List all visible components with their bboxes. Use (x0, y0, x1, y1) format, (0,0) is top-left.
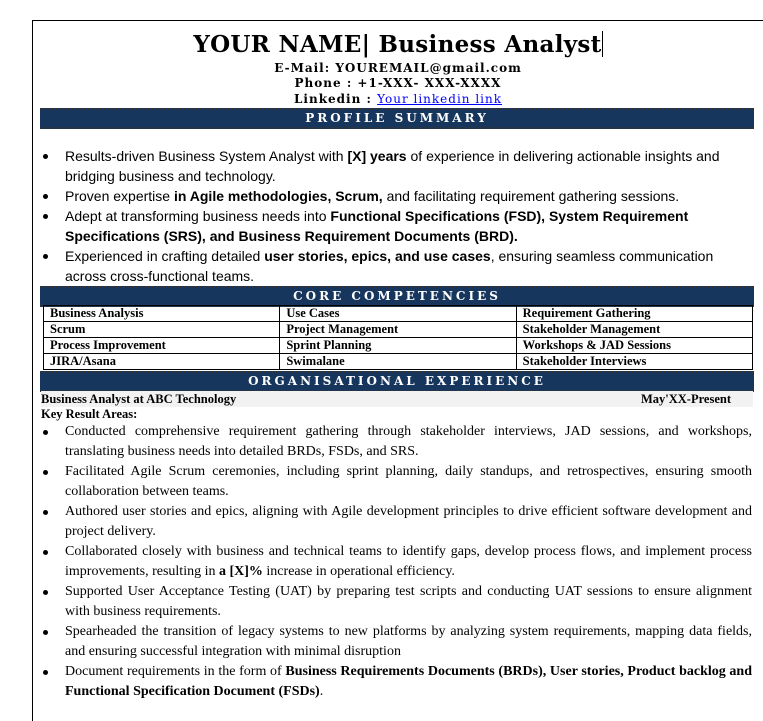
competency-cell: Project Management (280, 322, 516, 338)
table-row (44, 322, 753, 338)
competency-cell: Scrum (44, 322, 280, 338)
resume-page (32, 20, 763, 721)
competency-cell: Requirement Gathering (516, 306, 752, 322)
experience-heading: ORGANISATIONAL EXPERIENCE (40, 371, 754, 392)
text: increase in operational efficiency. (262, 564, 455, 579)
table-row (44, 354, 753, 370)
competency-cell: Workshops & JAD Sessions (516, 338, 752, 354)
table-row (44, 306, 753, 322)
text: Proven expertise (65, 188, 174, 204)
competency-cell: Swimalane (280, 354, 516, 370)
bold-text: user stories, epics, and use cases (264, 248, 491, 264)
list-item (33, 622, 752, 662)
text: Spearheaded the transition of legacy systems to new platforms by analyzing system requirements, mapping data fields, and ensuring successful integration with minimal disruption (65, 624, 752, 659)
role-title: Business Analyst at ABC Technology (41, 392, 237, 406)
bold-text: a [X]% (218, 564, 263, 579)
competency-cell: Stakeholder Interviews (516, 354, 752, 370)
bold-text: in Agile methodologies, Scrum, (173, 188, 383, 204)
bold-text: [X] years (347, 148, 407, 164)
competencies-table (43, 305, 753, 370)
table-row (44, 338, 753, 354)
competency-cell: Process Improvement (44, 338, 280, 354)
competency-cell: Stakeholder Management (516, 322, 752, 338)
list-item (33, 422, 752, 462)
text: Results-driven Business System Analyst with (65, 148, 348, 164)
list-item (33, 146, 751, 186)
text: , ensuring seamless communication across cross-functional teams. (65, 248, 714, 284)
text: of experience in delivering actionable insights and bridging business and technology. (65, 148, 720, 184)
profile-summary-heading: PROFILE SUMMARY (40, 108, 754, 129)
list-item (33, 542, 752, 582)
phone-line: Phone : +1-XXX- XXX-XXXX (294, 76, 502, 90)
name-title: YOUR NAME| Business Analyst (193, 31, 602, 58)
resume-title (33, 31, 763, 58)
text: Experienced in crafting detailed (65, 248, 265, 264)
email-line: E-Mail: YOUREMAIL@gmail.com (274, 61, 522, 75)
role-row (41, 391, 753, 407)
bold-text: Business Requirements Documents (BRDs), User stories, Product backlog and Functional Specification Document (FSDs) (65, 664, 752, 699)
bold-text: Functional Specifications (FSD), System Requirement Specifications (SRS), and Business Requirement Documents (BRD). (65, 208, 689, 244)
list-item (33, 206, 751, 246)
text: Authored user stories and epics, aligning with Agile development principles to drive efficient software development and project delivery. (65, 504, 752, 539)
list-item (33, 582, 752, 622)
text: . (319, 684, 324, 699)
text: Conducted comprehensive requirement gathering through stakeholder interviews, JAD sessions, and workshops, translating business needs into detailed BRDs, FSDs, and SRS. (65, 424, 752, 459)
text: and facilitating requirement gathering sessions. (382, 188, 680, 204)
competency-cell: JIRA/Asana (44, 354, 280, 370)
text: Adept at transforming business needs into (65, 208, 331, 224)
text: Collaborated closely with business and technical teams to identify gaps, develop process flows, and implement process improvements, resulting in (65, 544, 752, 579)
linkedin-link[interactable]: Your linkedin link (377, 92, 503, 106)
list-item (33, 462, 752, 502)
list-item (33, 246, 751, 286)
list-item (33, 662, 752, 702)
text-cursor (602, 31, 603, 57)
core-competencies-heading: CORE COMPETENCIES (40, 286, 754, 307)
key-result-areas-label: Key Result Areas: (41, 407, 138, 421)
role-dates: May'XX-Present (640, 392, 731, 406)
text: Document requirements in the form of (65, 664, 286, 679)
linkedin-label: Linkedin : (293, 92, 378, 106)
competency-cell: Use Cases (280, 306, 516, 322)
text: Supported User Acceptance Testing (UAT) by preparing test scripts and conducting UAT sessions to ensure alignment with business requirements. (65, 584, 752, 619)
competency-cell: Sprint Planning (280, 338, 516, 354)
competency-cell: Business Analysis (44, 306, 280, 322)
list-item (33, 186, 751, 206)
linkedin-line (33, 92, 763, 106)
list-item (33, 502, 752, 542)
profile-summary-list (33, 146, 751, 286)
text: Facilitated Agile Scrum ceremonies, including sprint planning, daily standups, and retrospectives, ensuring smooth collaboration between teams. (65, 464, 752, 499)
experience-list (33, 422, 752, 702)
